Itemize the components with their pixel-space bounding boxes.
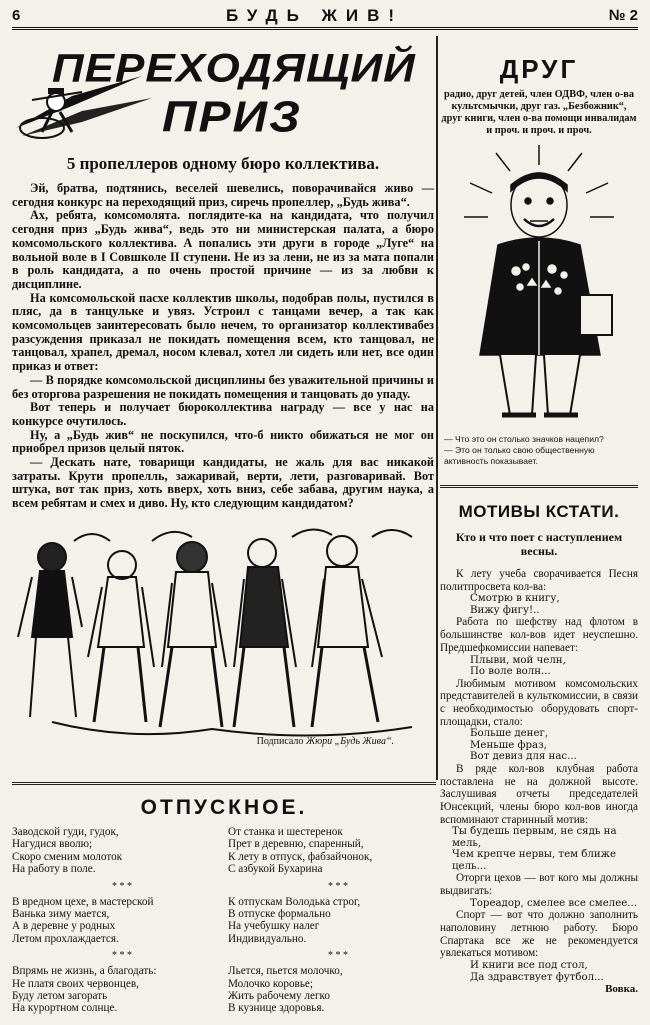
poem-stanza (228, 826, 428, 876)
verse-line: Плыви, мой челн, (470, 654, 566, 666)
column-divider (436, 36, 438, 780)
article-paragraph: — Дескать нате, товарищи кандидаты, не жаль для вас никакой затраты. Крути пропелль, зажаривай, верти, лети, разговаривай. Вот штука, вот так приз, хоть вверх, хоть вниз, себе забава, другим наука, а всем ребятам и смех и диво. Ну, кто следующим кандидатом? (12, 455, 434, 511)
sidebar-divider (440, 485, 638, 488)
poem-line: Жить рабочему легко (228, 990, 331, 1003)
motives-paragraph: Спорт — вот что должно заполнить наполовину летнюю работу. Бюро Спартака все же не рекомендуется увлекаться мотивом: (440, 909, 638, 960)
verse-line: Меньше фраз, (470, 739, 547, 751)
article-paragraph: Ах, ребята, комсомолята. поглядите-ка на кандидата, что получил сегодня приз „Будь жива“, ведь это ни министерская палата, а бюро комсомольского коллектива. А попались эти други в городе „Луге“ на вольной воле в I Совшколе II ступени. Не из за лени, не из за мата попали в роль кандидата, а по очень простой причине — из за любви к дисциплине. (12, 208, 434, 291)
article-paragraph: Вот теперь и получает бюроколлектива награду — все у нас на конкурсе очутилось. (12, 400, 434, 428)
verse-line: Чем крепче нервы, тем ближе цель... (452, 849, 617, 872)
friend-text: радио, друг детей, член ОДВФ, член о-ва культсмычки, друг газ. „Безбожник“, друг книги, член о-ва помощи инвалидам и проч. и проч. и проч. (441, 89, 637, 136)
article-title-line2: ПРИЗ (162, 93, 302, 142)
verse-line: Вот девиз для нас... (470, 751, 577, 763)
poem-line: Летом прохлаждается. (12, 932, 119, 945)
motives-verse (440, 593, 638, 616)
motives-verse (440, 728, 638, 763)
poem-stanza (12, 965, 212, 1015)
poem-stanza (228, 965, 428, 1015)
motives-verse (440, 898, 638, 910)
poem-line: К отпускам Володька строг, (228, 895, 361, 908)
poem-line: Индивидуально. (228, 932, 307, 945)
motives-body (440, 568, 638, 995)
bowing-figures-drawing (12, 517, 434, 751)
motives-title: МОТИВЫ КСТАТИ. (458, 502, 620, 521)
article-body (12, 182, 434, 511)
verse-line: Да здравствует футбол... (470, 971, 604, 983)
sidebar-column (440, 36, 638, 995)
article-paragraph: — В порядке комсомольской дисциплины без уважительной причины и без оторгова разрешения не покидать помещения и танцовать до упаду. (12, 372, 434, 401)
section-divider (12, 782, 436, 785)
verse-line: Ты будешь первым, не сядь на мель, (452, 826, 617, 849)
masthead: БУДЬ ЖИВ! (226, 5, 404, 25)
poem-line: Не платя своих червонцев, (12, 977, 139, 990)
badged-man-drawing (440, 145, 638, 430)
article-paragraph: Ну, а „Будь жив“ не поскупился, что-б никто обижаться не мог он приобрел призов целый пяток. (12, 427, 434, 456)
poem-line: Прет в деревню, спаренный, (228, 838, 364, 851)
caption-prefix: Подписало (256, 735, 304, 747)
friend-caption-line: — Что это он столько значков нацепил? (444, 434, 604, 444)
article-paragraph: На комсомольской пасхе коллектив школы, подобрав полы, пустился в пляс, да в танцульке и увяз. Устроил с танцами вечер, а так как комсомольцев заинтересовать было нечем, то организатор коллективабез разсуждения приказал не покидать помещения всем, кто танцовал, не танцовал, храпел, дремал, носом клевал, хотел ли сидеть или нет, все один приказ и ответ: (12, 290, 434, 374)
article-subhead: 5 пропеллеров одному бюро коллектива. (66, 154, 380, 173)
article-paragraph: Эй, братва, подтянись, веселей шевелись, поворачивайся живо — сегодня конкурс на переходящий приз, сиречь пропеллер, „Будь жива“. (12, 181, 434, 209)
verse-line: Тореадор, смелее все смелее... (470, 897, 637, 909)
verse-line: Смотрю в книгу, (470, 593, 560, 605)
poem-line: Льется, пьется молочко, (228, 965, 343, 978)
motives-signature: Вовка. (605, 983, 638, 996)
poem-line: На работу в поле. (12, 863, 96, 876)
verse-line: И книги все под стол, (470, 960, 588, 972)
title-banner (12, 36, 434, 148)
poem-line: Молочко коровье; (228, 977, 313, 990)
friend-caption-line: — Это он только свою общественную активность показывает. (444, 445, 595, 466)
friend-illustration (440, 145, 638, 430)
motives-subtitle: Кто и что поет с наступлением весны. (455, 530, 623, 558)
poem-stanza (228, 896, 428, 946)
article-title-line1: ПЕРЕХОДЯЩИЙ (52, 46, 416, 91)
poem-line: Буду летом загорать (12, 990, 108, 1003)
poem-stanza (12, 826, 212, 876)
poem-line: От станка и шестеренок (228, 826, 343, 838)
poem-line: К лету в отпуск, фабзайчонок, (228, 850, 373, 863)
motives-paragraph: В ряде кол-вов клубная работа поставлена не на должной высоте. Заслушивая отчеты председателей Юнсекций, члены бюро кол-вов иногда вспоминают старинный мотив: (440, 762, 638, 826)
poem-line: С азбукой Бухарина (228, 863, 323, 876)
poem-line: На курортном солнце. (12, 1002, 118, 1015)
cartoon-illustration (12, 517, 434, 751)
verse-line: По воле волн... (470, 666, 551, 678)
issue-number: № 2 (608, 7, 638, 24)
motives-verse (440, 960, 638, 983)
friend-caption (440, 434, 638, 467)
poem-line: Скоро сменим молоток (12, 850, 123, 863)
illustration-caption (257, 736, 394, 747)
motives-paragraph: К лету учеба сворачивается Песня политпросвета кол-ва: (440, 568, 638, 593)
poem-line: Заводской гуди, гудок, (12, 826, 119, 838)
motives-verse (440, 826, 638, 872)
motives-verse (440, 655, 638, 678)
poem-line: В отпуске формально (228, 908, 331, 921)
poem-line: Впрямь не жизнь, а благодать: (12, 965, 157, 978)
poem-line: А в деревне у родных (12, 920, 116, 933)
stanza-separator: * * * (328, 950, 348, 962)
page-header (12, 4, 638, 30)
verse-line: Больше денег, (470, 728, 549, 740)
poem-line: Нагудися вволю; (12, 838, 93, 851)
friend-title: ДРУГ (499, 54, 579, 84)
motives-paragraph: Работа по шефству над флотом в большинстве кол-вов идет неуспешно. Предшефкомиссии напевает: (440, 616, 638, 654)
poem-title: ОТПУСКНОЕ. (140, 796, 308, 819)
page-number: 6 (12, 7, 21, 24)
stanza-separator: * * * (112, 950, 132, 962)
motives-paragraph: Любимым мотивом комсомольских представителей в культкомиссии, в связи с необходимостью оборудовать спорт-площадки, стало: (440, 677, 638, 728)
verse-line: Вижу фигу!.. (470, 604, 540, 616)
motives-paragraph: Оторги цехов — вот кого мы должны выдвигать: (440, 872, 638, 898)
poem-column-1 (12, 826, 212, 1025)
poem-line: Ванька зиму мается, (12, 908, 110, 921)
caption-signer: Жюри „Будь Жива“. (305, 735, 394, 747)
poem-column-2 (228, 826, 428, 1025)
poem-stanza (12, 896, 212, 946)
poem-line: В кузнице здоровья. (228, 1002, 325, 1015)
poem-line: В вредном цехе, в мастерской (12, 895, 154, 908)
stanza-separator: * * * (328, 880, 348, 892)
main-article (12, 36, 434, 751)
stanza-separator: * * * (112, 880, 132, 892)
poem-line: На учебушку налег (228, 920, 320, 933)
